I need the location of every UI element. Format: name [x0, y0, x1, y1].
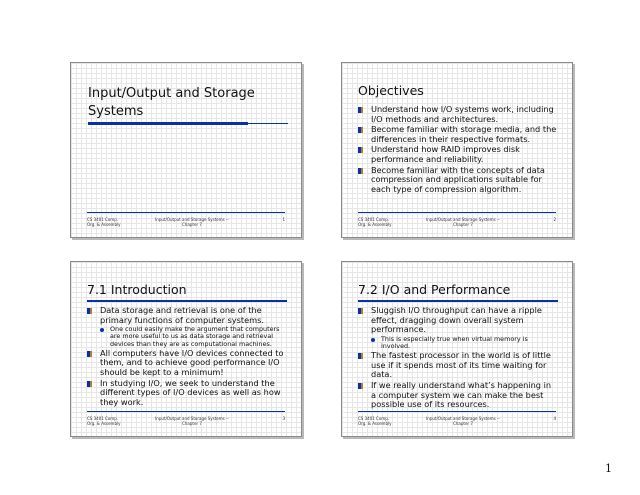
sub-bullet-list	[100, 326, 287, 348]
footer-chapter: Input/Output and Storage Systems -- Chapter 7	[426, 416, 500, 426]
slide-2	[341, 62, 573, 238]
bullet-list	[358, 306, 558, 411]
slide-footer	[358, 414, 556, 430]
bullet-item	[358, 306, 558, 350]
title-underline	[88, 122, 248, 125]
bullet-text: Sluggish I/O throughput can have a ripple effect, dragging down overall system performance.	[371, 305, 542, 335]
bullet-item: Understand how RAID improves disk performance and reliability.	[358, 145, 558, 164]
bullet-item: Become familiar with storage media, and the differences in their respective formats.	[358, 125, 558, 144]
footer-divider	[358, 212, 556, 213]
slide-1	[70, 62, 302, 238]
bullet-item: If we really understand what’s happening in a computer system we can make the best possible use of its resources.	[358, 381, 558, 410]
footer-course: CS 3401 Comp. Org. & Assembly	[358, 416, 392, 426]
bullet-item: Become familiar with the concepts of data compression and applications suitable for each type of compression algorithm.	[358, 166, 558, 195]
bullet-item: In studying I/O, we seek to understand the different types of I/O devices as well as how they work.	[87, 379, 287, 408]
title-underline	[358, 300, 558, 302]
footer-slide-number: 2	[553, 217, 556, 222]
footer-course: CS 3401 Comp. Org. & Assembly	[358, 217, 392, 227]
slide-title: Input/Output and Storage Systems	[88, 86, 255, 119]
bullet-text: Data storage and retrieval is one of the primary functions of computer systems.	[100, 305, 265, 325]
slide-footer	[87, 215, 285, 231]
footer-chapter: Input/Output and Storage Systems -- Chapter 7	[155, 217, 229, 227]
bullet-item: The fastest processor in the world is of little use if it spends most of its time waiting for data.	[358, 351, 558, 380]
footer-slide-number: 4	[553, 416, 556, 421]
slide-title: 7.1 Introduction	[87, 282, 187, 297]
title-underline	[87, 300, 287, 302]
slide-title: Objectives	[358, 83, 424, 98]
bullet-item: All computers have I/O devices connected to them, and to achieve good performance I/O should be kept to a minimum!	[87, 349, 287, 378]
bullet-item: Understand how I/O systems work, including I/O methods and architectures.	[358, 105, 558, 124]
bullet-list	[358, 105, 558, 195]
sub-bullet-list	[371, 336, 558, 350]
footer-course: CS 3401 Comp. Org. & Assembly	[87, 416, 121, 426]
slide-3	[70, 261, 302, 437]
footer-divider	[87, 212, 285, 213]
slide-footer	[87, 414, 285, 430]
bullet-item	[87, 306, 287, 348]
bullet-list	[87, 306, 287, 408]
sub-bullet-item: This is especially true when virtual memory is involved.	[371, 336, 558, 350]
footer-slide-number: 3	[282, 416, 285, 421]
page-number: 1	[605, 462, 612, 475]
footer-slide-number: 1	[282, 217, 285, 222]
slide-title: 7.2 I/O and Performance	[358, 282, 511, 297]
footer-chapter: Input/Output and Storage Systems -- Chapter 7	[155, 416, 229, 426]
footer-divider	[358, 411, 556, 412]
slide-footer	[358, 215, 556, 231]
footer-divider	[87, 411, 285, 412]
slide-4	[341, 261, 573, 437]
footer-course: CS 3401 Comp. Org. & Assembly	[87, 217, 121, 227]
footer-chapter: Input/Output and Storage Systems -- Chapter 7	[426, 217, 500, 227]
sub-bullet-item: One could easily make the argument that computers are more useful to us as data storage and retrieval devices than they are as computational machines.	[100, 326, 287, 348]
